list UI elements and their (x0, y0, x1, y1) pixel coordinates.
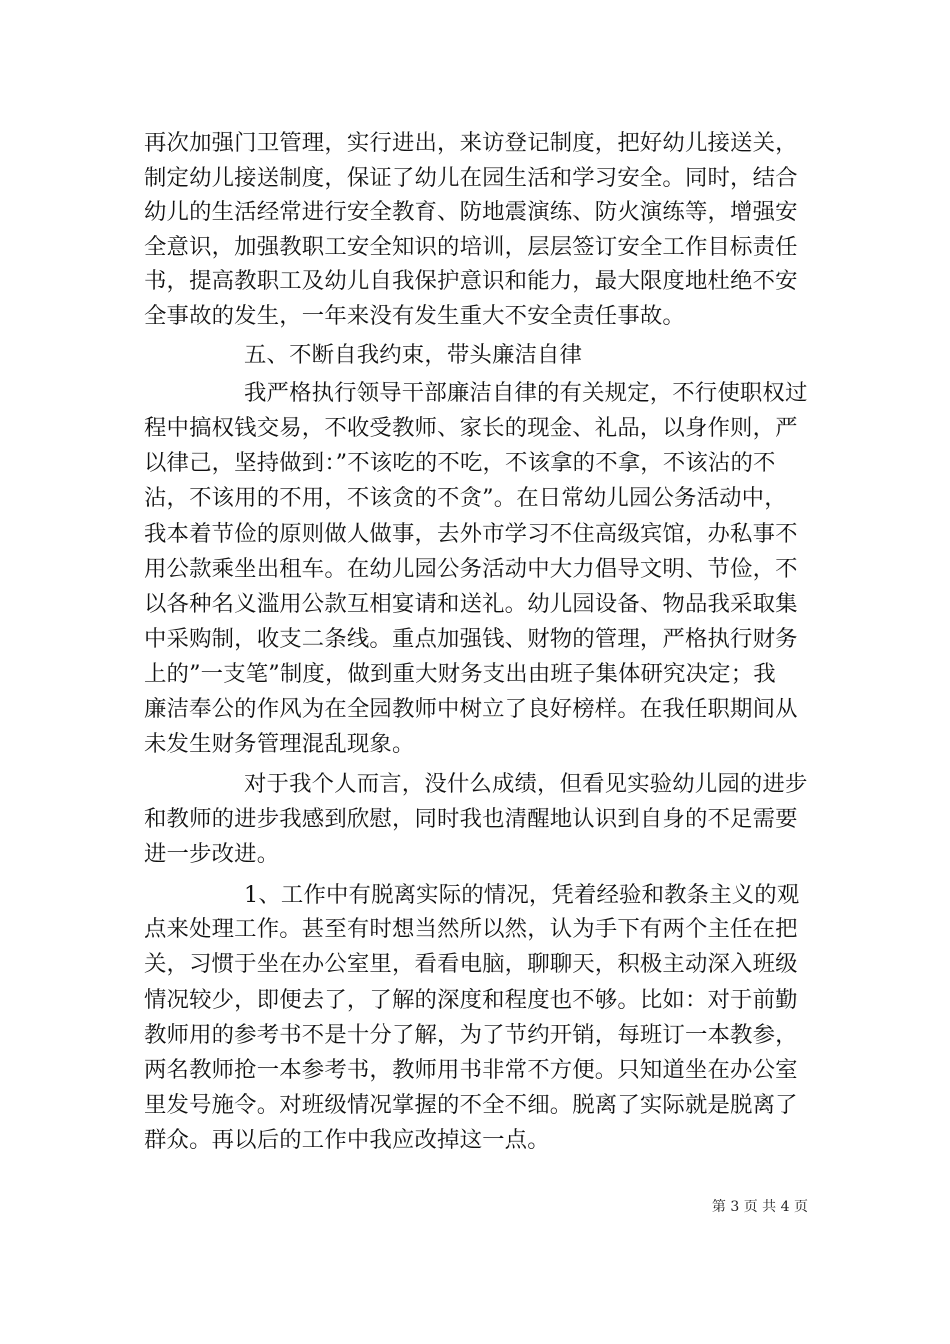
text-line: 我本着节俭的原则做人做事，去外市学习不住高级宾馆，办私事不 (144, 521, 798, 547)
text-line: 书，提高教职工及幼儿自我保护意识和能力，最大限度地杜绝不安 (144, 268, 798, 294)
text-line: 制定幼儿接送制度，保证了幼儿在园生活和学习安全。同时，结合 (144, 165, 798, 191)
text-line: 中采购制，收支二条线。重点加强钱、财物的管理，严格执行财务 (144, 626, 798, 652)
text-line: 沾，不该用的不用，不该贪的不贪”。在日常幼儿园公务活动中， (144, 485, 787, 511)
text-line: 全意识，加强教职工安全知识的培训，层层签订安全工作目标责任 (144, 234, 798, 260)
text-line: 未发生财务管理混乱现象。 (144, 731, 415, 757)
text-line: 程中搞权钱交易，不收受教师、家长的现金、礼品，以身作则，严 (144, 415, 798, 441)
text-line: 情况较少，即便去了，了解的深度和程度也不够。比如：对于前勤 (144, 987, 798, 1013)
text-line: 全事故的发生，一年来没有发生重大不安全责任事故。 (144, 303, 685, 329)
text-line: 廉洁奉公的作风为在全园教师中树立了良好榜样。在我任职期间从 (144, 696, 798, 722)
text-line: 上的”一支笔”制度，做到重大财务支出由班子集体研究决定；我 (144, 661, 776, 687)
text-line: 用公款乘坐出租车。在幼儿园公务活动中大力倡导文明、节俭，不 (144, 556, 798, 582)
text-line: 两名教师抢一本参考书，教师用书非常不方便。只知道坐在办公室 (144, 1057, 798, 1083)
text-line: 进一步改进。 (144, 841, 280, 867)
text-line: 教师用的参考书不是十分了解，为了节约开销，每班订一本教参， (144, 1022, 798, 1048)
text-line: 和教师的进步我感到欣慰，同时我也清醒地认识到自身的不足需要 (144, 806, 798, 832)
text-line: 关，习惯于坐在办公室里，看看电脑，聊聊天，积极主动深入班级 (144, 951, 798, 977)
text-line: 群众。再以后的工作中我应改掉这一点。 (144, 1127, 550, 1153)
text-line: 里发号施令。对班级情况掌握的不全不细。脱离了实际就是脱离了 (144, 1092, 798, 1118)
text-line: 1、工作中有脱离实际的情况，凭着经验和教条主义的观 (244, 882, 800, 908)
text-line: 幼儿的生活经常进行安全教育、防地震演练、防火演练等，增强安 (144, 199, 798, 225)
text-line: 我严格执行领导干部廉洁自律的有关规定，不行使职权过 (244, 380, 808, 406)
text-line: 再次加强门卫管理，实行进出，来访登记制度，把好幼儿接送关， (144, 130, 798, 156)
text-line: 点来处理工作。甚至有时想当然所以然，认为手下有两个主任在把 (144, 916, 798, 942)
section-heading: 五、不断自我约束，带头廉洁自律 (244, 342, 583, 368)
text-line: 对于我个人而言，没什么成绩，但看见实验幼儿园的进步 (244, 771, 808, 797)
page-number: 第 3 页 共 4 页 (711, 1199, 808, 1215)
text-line: 以律己，坚持做到：”不该吃的不吃，不该拿的不拿，不该沾的不 (144, 450, 776, 476)
text-line: 以各种名义滥用公款互相宴请和送礼。幼儿园设备、物品我采取集 (144, 591, 798, 617)
